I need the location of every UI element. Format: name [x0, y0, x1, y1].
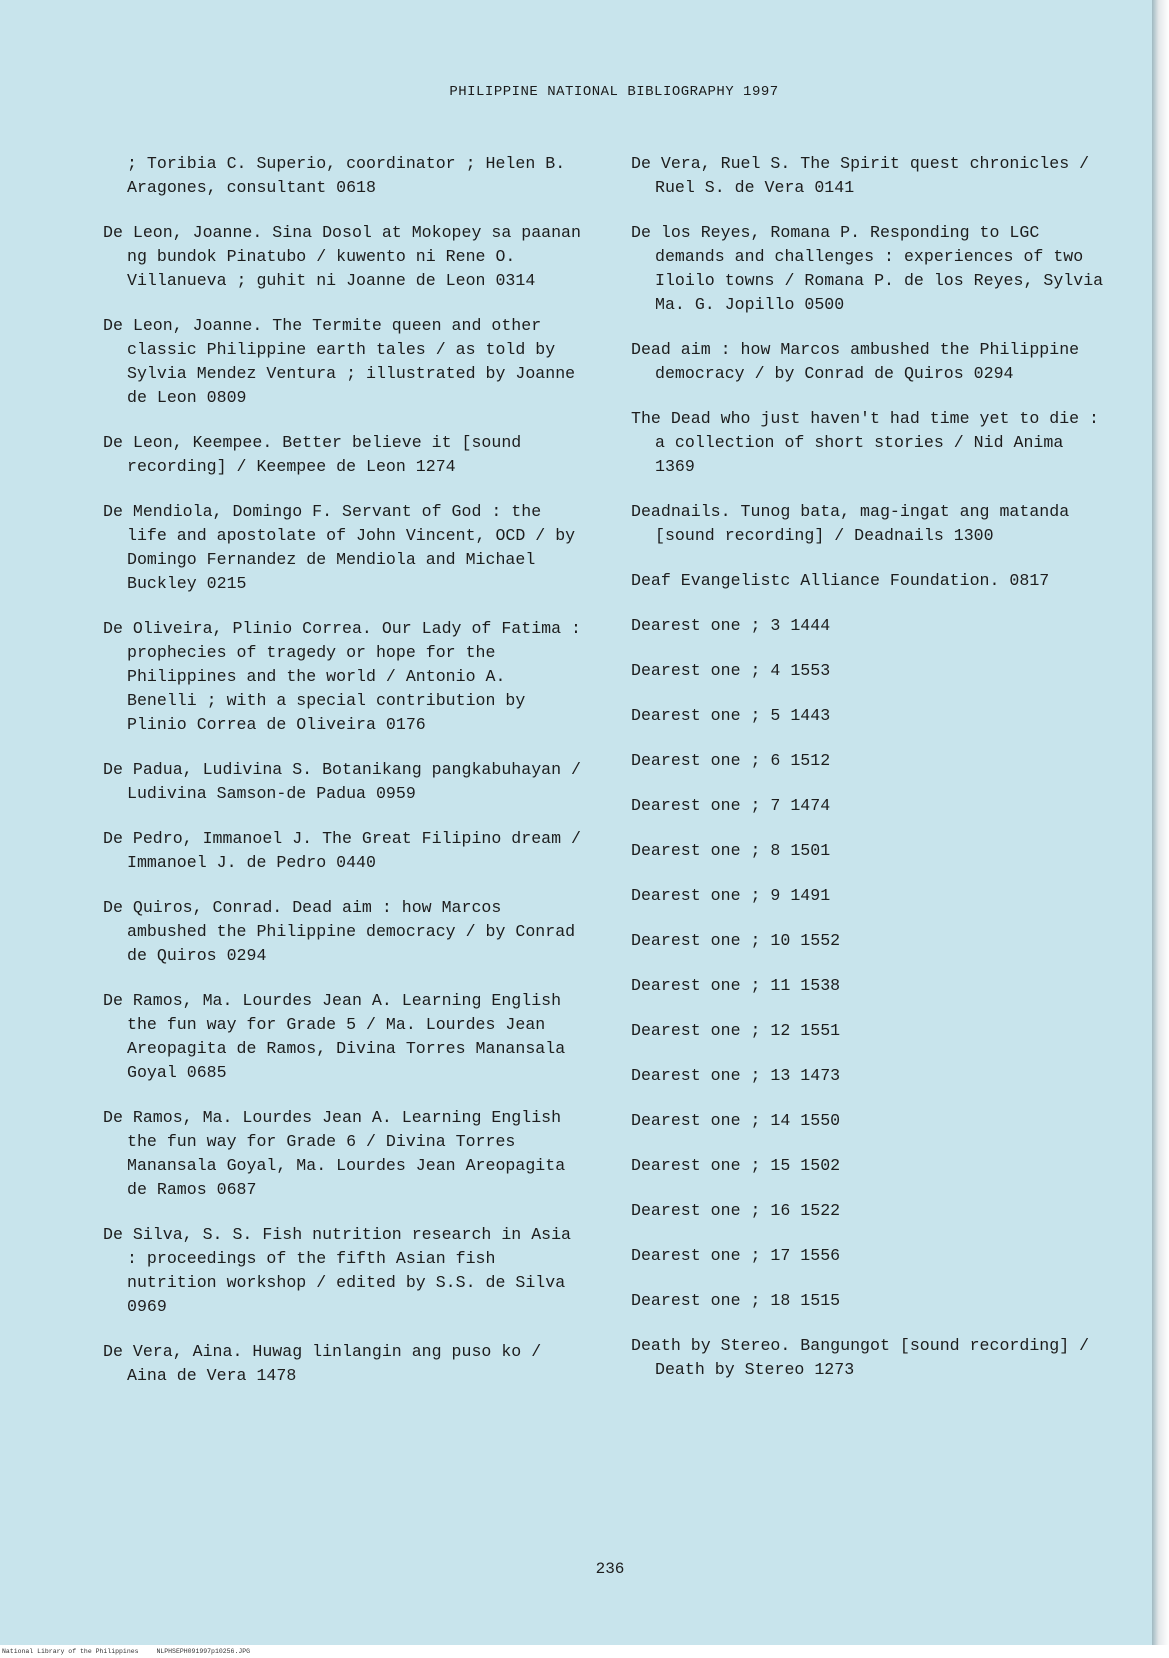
bibliography-entry: De Mendiola, Domingo F. Servant of God : the life and apostolate of John Vincent, OCD / by Domingo Fernandez de Mendiola and Michael Buckley 0215	[103, 502, 576, 593]
bibliography-entry: De Vera, Aina. Huwag linlangin ang puso ko / Aina de Vera 1478	[103, 1342, 542, 1385]
bibliography-entry: Dearest one ; 7 1474	[631, 796, 831, 815]
page-edge-shadow	[1152, 0, 1169, 1645]
bibliography-entry: De los Reyes, Romana P. Responding to LGC demands and challenges : experiences of two Iloilo towns / Romana P. de los Reyes, Sylvia Ma. G. Jopillo 0500	[631, 223, 1104, 314]
bibliography-entry: Dearest one ; 16 1522	[631, 1201, 841, 1220]
bibliography-entry: Dearest one ; 12 1551	[631, 1021, 841, 1040]
bibliography-entry: Dearest one ; 17 1556	[631, 1246, 841, 1265]
bibliography-entry: Deaf Evangelistc Alliance Foundation. 0817	[631, 571, 1050, 590]
bibliography-entry: De Padua, Ludivina S. Botanikang pangkabuhayan / Ludivina Samson-de Padua 0959	[103, 760, 581, 803]
bibliography-entry: Dearest one ; 8 1501	[631, 841, 831, 860]
bibliography-entry: De Leon, Joanne. The Termite queen and other classic Philippine earth tales / as told by Sylvia Mendez Ventura ; illustrated by Joanne de Leon 0809	[103, 316, 576, 407]
bibliography-entry: Dearest one ; 6 1512	[631, 751, 831, 770]
bibliography-entry: De Pedro, Immanoel J. The Great Filipino dream / Immanoel J. de Pedro 0440	[103, 829, 581, 872]
bibliography-entry: Deadnails. Tunog bata, mag-ingat ang matanda [sound recording] / Deadnails 1300	[631, 502, 1070, 545]
bibliography-entry: Dead aim : how Marcos ambushed the Philippine democracy / by Conrad de Quiros 0294	[631, 340, 1080, 383]
bibliography-entry: Dearest one ; 18 1515	[631, 1291, 841, 1310]
bibliography-entry: ; Toribia C. Superio, coordinator ; Helen B. Aragones, consultant 0618	[127, 154, 566, 197]
bibliography-entry: Dearest one ; 13 1473	[631, 1066, 841, 1085]
bibliography-entry: De Vera, Ruel S. The Spirit quest chronicles / Ruel S. de Vera 0141	[631, 154, 1090, 197]
footer-file: NLPHSEPH091997p10256.JPG	[156, 1648, 251, 1655]
page-title: PHILIPPINE NATIONAL BIBLIOGRAPHY 1997	[449, 84, 779, 100]
right-column	[631, 152, 1111, 1382]
bibliography-entry: Dearest one ; 9 1491	[631, 886, 831, 905]
bibliography-entry: De Ramos, Ma. Lourdes Jean A. Learning English the fun way for Grade 5 / Ma. Lourdes Jean Areopagita de Ramos, Divina Torres Manansala Goyal 0685	[103, 991, 566, 1082]
bibliography-entry: Dearest one ; 14 1550	[631, 1111, 841, 1130]
bibliography-entry: De Silva, S. S. Fish nutrition research in Asia : proceedings of the fifth Asian fish nutrition workshop / edited by S.S. de Silva 0969	[103, 1225, 572, 1316]
bibliography-entry: The Dead who just haven't had time yet to die : a collection of short stories / Nid Anima 1369	[631, 409, 1100, 476]
bibliography-entry: De Leon, Joanne. Sina Dosol at Mokopey sa paanan ng bundok Pinatubo / kuwento ni Rene O. Villanueva ; guhit ni Joanne de Leon 0314	[103, 223, 581, 290]
bibliography-entry: Dearest one ; 11 1538	[631, 976, 841, 995]
bibliography-entry: Dearest one ; 15 1502	[631, 1156, 841, 1175]
bibliography-entry: Death by Stereo. Bangungot [sound recording] / Death by Stereo 1273	[631, 1336, 1090, 1379]
bibliography-entry: De Oliveira, Plinio Correa. Our Lady of Fatima : prophecies of tragedy or hope for the Philippines and the world / Antonio A. Benelli ; with a special contribution by Plinio Correa de Oliveira 0176	[103, 619, 581, 734]
bibliography-entry: De Leon, Keempee. Better believe it [sound recording] / Keempee de Leon 1274	[103, 433, 522, 476]
bibliography-entry: Dearest one ; 10 1552	[631, 931, 841, 950]
left-column	[103, 152, 583, 1388]
bibliography-entry: De Quiros, Conrad. Dead aim : how Marcos ambushed the Philippine democracy / by Conrad de Quiros 0294	[103, 898, 576, 965]
bibliography-entry: De Ramos, Ma. Lourdes Jean A. Learning English the fun way for Grade 6 / Divina Torres Manansala Goyal, Ma. Lourdes Jean Areopagita de Ramos 0687	[103, 1108, 566, 1199]
footer-library: National Library of the Philippines	[2, 1648, 139, 1655]
page-number: 236	[595, 1560, 625, 1578]
bibliography-entry: Dearest one ; 5 1443	[631, 706, 831, 725]
bibliography-entry: Dearest one ; 3 1444	[631, 616, 831, 635]
scan-footer	[0, 1646, 1169, 1658]
bibliography-entry: Dearest one ; 4 1553	[631, 661, 831, 680]
